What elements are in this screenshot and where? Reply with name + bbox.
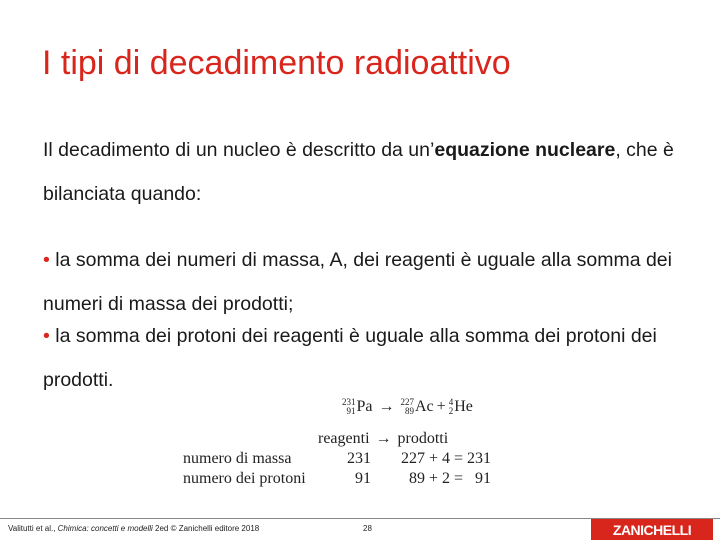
products-value: 227 + 4 = 231	[400, 450, 491, 467]
summary-header	[318, 430, 448, 448]
product1-symbol: Ac	[415, 398, 434, 415]
row-label: numero dei protoni	[183, 470, 306, 487]
intro-keyword: equazione nucleare	[434, 139, 616, 161]
product1-nuclide	[401, 398, 434, 416]
reactant-nuclide	[342, 398, 373, 416]
bullet-text: la somma dei protoni dei reagenti è uguale alla somma dei protoni dei prodotti.	[43, 325, 657, 391]
product2-symbol: He	[454, 398, 473, 415]
plus-sign: +	[436, 398, 446, 415]
reactant-mass: 231	[342, 397, 356, 408]
reagents-value: 91	[355, 470, 371, 487]
arrow-icon: →	[375, 430, 392, 447]
product2-nuclide	[449, 398, 473, 416]
bullet-icon: •	[43, 325, 50, 347]
zanichelli-logo: ZANICHELLI	[591, 519, 713, 540]
nuclear-equation	[342, 398, 473, 416]
bullet-item	[43, 238, 683, 326]
bullet-icon: •	[43, 249, 50, 271]
table-row	[183, 469, 491, 489]
bullet-text: la somma dei numeri di massa, A, dei reagenti è uguale alla somma dei numeri di massa dei prodotti;	[43, 249, 672, 315]
product2-mass: 4	[448, 397, 454, 408]
intro-text-before: Il decadimento di un nucleo è descritto da un’	[43, 139, 435, 161]
footer-credit	[8, 524, 259, 533]
product2-atomic: 2	[448, 406, 454, 417]
reactant-atomic: 91	[346, 406, 356, 417]
row-label: numero di massa	[183, 450, 292, 467]
products-value: 89 + 2 = 91	[408, 470, 491, 487]
reagents-value: 231	[347, 450, 371, 467]
reagents-label: reagenti	[318, 430, 370, 447]
intro-paragraph	[43, 128, 683, 216]
summary-table	[183, 449, 491, 489]
table-row	[183, 449, 491, 469]
footer-book-title: Chimica: concetti e modelli	[57, 524, 153, 533]
reactant-symbol: Pa	[356, 398, 373, 415]
product1-atomic: 89	[405, 406, 414, 417]
slide-title: I tipi di decadimento radioattivo	[42, 44, 511, 82]
product1-mass: 227	[400, 397, 414, 408]
bullet-item	[43, 314, 683, 402]
intro-text-after: , che è bilanciata quando:	[43, 139, 674, 205]
footer-authors: Valitutti et al.,	[8, 524, 58, 533]
page-number: 28	[363, 524, 372, 533]
products-label: prodotti	[397, 430, 449, 447]
arrow-icon: →	[378, 398, 395, 415]
footer-edition: 2ed © Zanichelli editore 2018	[152, 524, 260, 533]
